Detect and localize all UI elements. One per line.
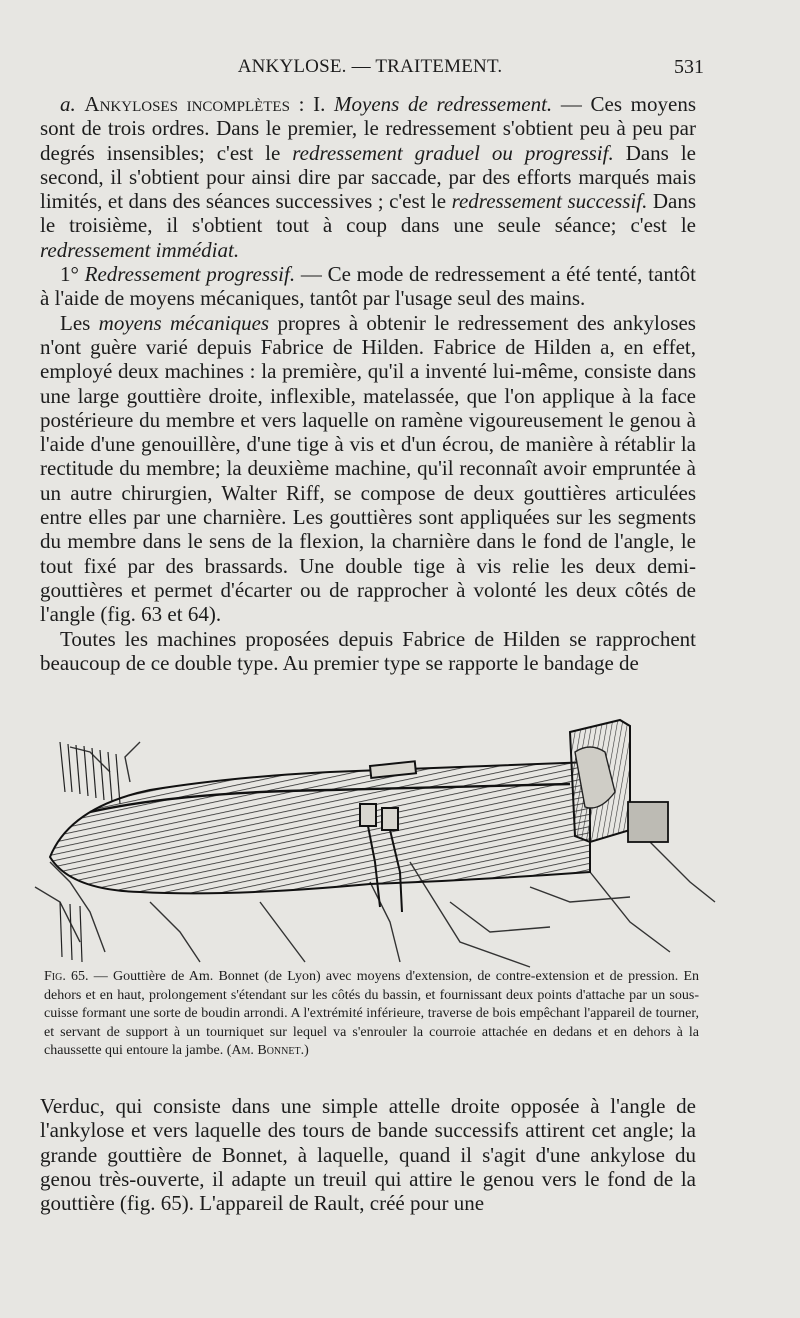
caption-credit: Am. Bonnet.: [231, 1043, 305, 1059]
crosspiece: [628, 802, 668, 842]
paragraph-redressement-progressif: [40, 262, 696, 311]
paragraph-verduc: Verduc, qui consiste dans une simple attelle droite opposée à l'angle de l'ankylose et vers laquelle des tours de bande successifs attirent cet angle; la grande gouttière de Bonnet, à laquelle, quand il s'agit d'une ankylose du genou très-ouverte, il adapte un treuil qui attire le genou vers le fond de la gouttière (fig. 65). L'appareil de Rault, créé pour une: [40, 1094, 696, 1216]
text-run: Dans le second, il s'obtient pour ainsi dire par saccade, par des efforts marqués mais limités, et dans des séances successives ; c'est le: [40, 140, 696, 214]
paragraph-ankyloses-incompletes: [40, 92, 696, 262]
leg-in-gutter: [50, 762, 590, 893]
text-run: propres à obtenir le redressement des ankyloses n'ont guère varié depuis Fabrice de Hilden. Fabrice de Hilden a, en effet, employé deux machines : la première, qu'il a inventé lui-même, consiste dans une large gouttière droite, inflexible, matelassée, que l'on applique à la face postérieure du membre et vers laquelle on ramène vigoureusement le genou à l'aide d'une genouillère, d'une tige à vis et d'un écrou, de manière à rétablir la rectitude du membre; la deuxième machine, qu'il reconnaît avoir empruntée à un autre chirurgien, Walter Riff, se compose de deux gouttières articulées entre elles par une charnière. Les gouttières sont appliquées sur les segments du membre dans le sens de la flexion, la charnière dans le fond de l'angle, le tout fixé par des brassards. Une double tige à vis relie les deux demi-gouttières et permet d'écarter ou de rapprocher à volonté les deux côtés de l'angle (fig. 63 et 64).: [40, 310, 696, 627]
running-header: [40, 56, 704, 86]
body-text-bottom: [40, 1094, 696, 1215]
section-heading: Ankyloses incomplètes: [84, 92, 290, 116]
figure-caption: [44, 968, 699, 1061]
caption-end: ): [304, 1043, 309, 1059]
figure-65-illustration: [30, 712, 720, 970]
caption-text: — Gouttière de Am. Bonnet (de Lyon) avec moyens d'extension, de contre-extension et de pression. En dehors et en haut, prolongement s'étendant sur les côtés du bassin, et fournissant deux points d'attache par un sous-cuisse formant une sorte de boudin arrondi. A l'extrémité inférieure, traverse de bois empêchant l'appareil de tourner, et servant de support à un tourniquet sur lequel va s'enrouler la courroie attachée en dedans et en dehors à la chaussette qui entoure la jambe. (: [44, 969, 700, 1059]
paragraph-toutes-les-machines: Toutes les machines proposées depuis Fabrice de Hilden se rapprochent beaucoup de ce double type. Au premier type se rapporte le bandage de: [40, 626, 696, 675]
text-run: Dans le troisième, il s'obtient tout à coup dans une seule séance; c'est le: [40, 189, 696, 238]
text-run: 1°: [60, 262, 85, 287]
italic-run: moyens mécaniques: [98, 310, 270, 335]
item-marker: a.: [60, 92, 85, 116]
italic-run: Redressement progressif.: [84, 262, 296, 287]
text-run: Les: [60, 310, 99, 335]
text-run: : I.: [289, 92, 335, 116]
header-title: ANKYLOSE. — TRAITEMENT.: [237, 56, 503, 77]
italic-run: redressement immédiat.: [40, 237, 240, 262]
italic-run: redressement successif.: [451, 189, 648, 214]
page-number: 531: [674, 56, 704, 78]
text-run: — Ces moyens sont de trois ordres. Dans le premier, le redressement s'obtient peu à peu par degrés insensibles; c'est le: [40, 92, 697, 165]
paragraph-moyens-mecaniques: [40, 311, 696, 627]
text-run: — Ce mode de redressement a été tenté, tantôt à l'aide de moyens mécaniques, tantôt par l'usage seul des mains.: [40, 262, 696, 311]
italic-run: redressement graduel ou progressif.: [292, 140, 614, 165]
body-text-top: [40, 92, 696, 675]
figure-label: Fig. 65.: [44, 969, 89, 984]
italic-run: Moyens de redressement.: [334, 92, 553, 116]
